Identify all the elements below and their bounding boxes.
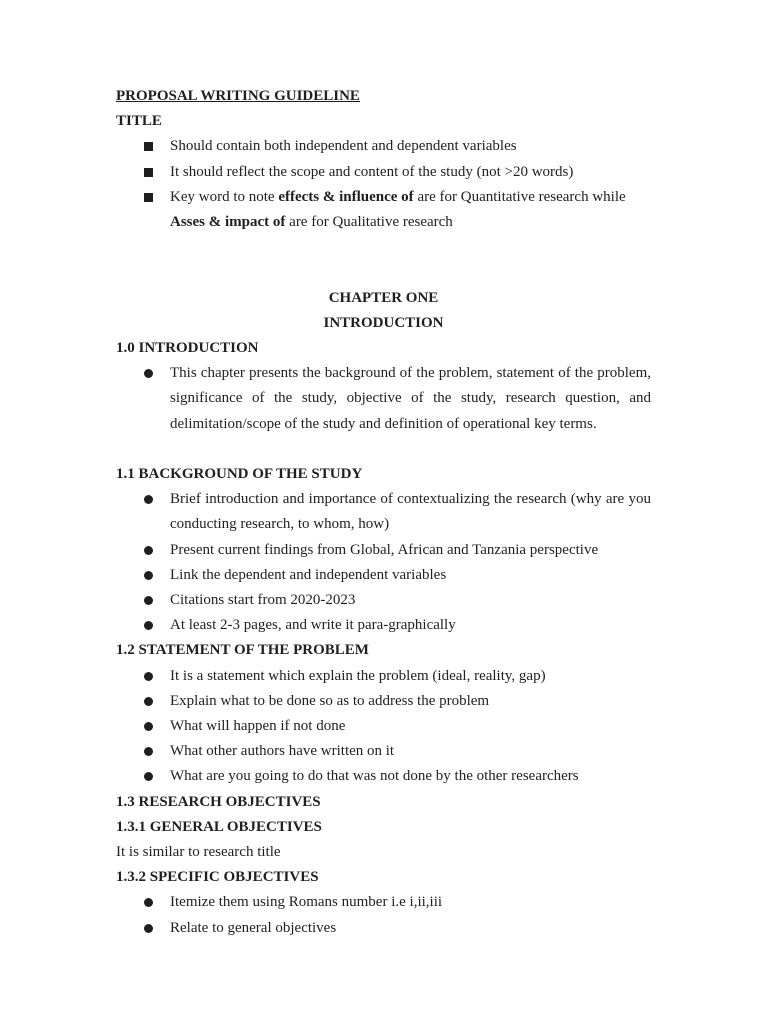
dot-bullet-icon bbox=[144, 613, 158, 638]
list-item-text: What other authors have written on it bbox=[170, 743, 395, 760]
dot-bullet-icon bbox=[144, 890, 158, 915]
specific-objectives-heading: 1.3.2 SPECIFIC OBJECTIVES bbox=[116, 869, 319, 886]
specific-objectives-list bbox=[116, 890, 651, 940]
title-section-heading: TITLE bbox=[116, 113, 162, 130]
list-item bbox=[116, 160, 651, 185]
list-item-text: Should contain both independent and dependent variables bbox=[170, 138, 517, 155]
list-item-text: This chapter presents the background of the problem, statement of the problem, significance of the study, objective of the study, research question, and delimitation/scope of the study and definition of operational key terms. bbox=[170, 365, 651, 432]
list-item-text: Link the dependent and independent variables bbox=[170, 566, 447, 583]
background-bullet-list bbox=[116, 487, 651, 638]
list-item bbox=[116, 764, 651, 789]
dot-bullet-icon bbox=[144, 588, 158, 613]
list-item bbox=[116, 134, 651, 159]
dot-bullet-icon bbox=[144, 689, 158, 714]
chapter-name: INTRODUCTION bbox=[323, 314, 444, 331]
dot-bullet-icon bbox=[144, 916, 158, 941]
keyword-prefix: Key word to note bbox=[170, 188, 279, 205]
spacer bbox=[116, 260, 651, 285]
general-objectives-text: It is similar to research title bbox=[116, 844, 281, 861]
problem-bullet-list bbox=[116, 664, 651, 790]
dot-bullet-icon bbox=[144, 361, 158, 386]
list-item bbox=[116, 588, 651, 613]
general-objectives-heading: 1.3.1 GENERAL OBJECTIVES bbox=[116, 818, 322, 835]
keyword-qualitative: Asses & impact of bbox=[170, 214, 286, 231]
objectives-heading: 1.3 RESEARCH OBJECTIVES bbox=[116, 793, 321, 810]
list-item-text: Itemize them using Romans number i.e i,ii,iii bbox=[170, 894, 443, 911]
square-bullet-icon bbox=[144, 160, 158, 185]
list-item bbox=[116, 714, 651, 739]
list-item bbox=[116, 890, 651, 915]
list-item-text: Explain what to be done so as to address the problem bbox=[170, 692, 490, 709]
list-item bbox=[116, 361, 651, 437]
list-item bbox=[116, 613, 651, 638]
spacer bbox=[116, 437, 651, 462]
problem-heading: 1.2 STATEMENT OF THE PROBLEM bbox=[116, 642, 369, 659]
dot-bullet-icon bbox=[144, 664, 158, 689]
dot-bullet-icon bbox=[144, 739, 158, 764]
list-item bbox=[116, 563, 651, 588]
list-item bbox=[116, 664, 651, 689]
dot-bullet-icon bbox=[144, 487, 158, 512]
list-item bbox=[116, 185, 651, 235]
intro-bullet-list bbox=[116, 361, 651, 437]
list-item bbox=[116, 538, 651, 563]
dot-bullet-icon bbox=[144, 538, 158, 563]
list-item-text: Brief introduction and importance of contextualizing the research (why are you conducting research, to whom, how) bbox=[170, 491, 651, 533]
list-item bbox=[116, 739, 651, 764]
dot-bullet-icon bbox=[144, 714, 158, 739]
list-item bbox=[116, 916, 651, 941]
background-heading: 1.1 BACKGROUND OF THE STUDY bbox=[116, 466, 363, 482]
list-item-text: Relate to general objectives bbox=[170, 919, 337, 936]
list-item-text: Present current findings from Global, African and Tanzania perspective bbox=[170, 541, 599, 558]
list-item bbox=[116, 487, 651, 537]
list-item-text: It should reflect the scope and content of the study (not >20 words) bbox=[170, 163, 574, 180]
list-item-text: It is a statement which explain the problem (ideal, reality, gap) bbox=[170, 667, 546, 684]
intro-heading: 1.0 INTRODUCTION bbox=[116, 340, 259, 356]
document-heading: PROPOSAL WRITING GUIDELINE bbox=[116, 88, 360, 104]
chapter-label: CHAPTER ONE bbox=[328, 289, 439, 306]
list-item-text: What will happen if not done bbox=[170, 718, 346, 735]
list-item-text: Citations start from 2020-2023 bbox=[170, 592, 356, 609]
list-item-text: What are you going to do that was not done by the other researchers bbox=[170, 768, 579, 785]
keyword-mid: are for Quantitative research while bbox=[413, 188, 626, 205]
list-item bbox=[116, 689, 651, 714]
dot-bullet-icon bbox=[144, 563, 158, 588]
keyword-quantitative: effects & influence of bbox=[278, 188, 414, 205]
title-bullet-list bbox=[116, 134, 651, 235]
dot-bullet-icon bbox=[144, 764, 158, 789]
square-bullet-icon bbox=[144, 134, 158, 159]
keyword-suffix: are for Qualitative research bbox=[285, 214, 453, 231]
spacer bbox=[116, 235, 651, 260]
square-bullet-icon bbox=[144, 185, 158, 210]
list-item-text: At least 2-3 pages, and write it para-graphically bbox=[170, 617, 456, 634]
document-body bbox=[116, 84, 651, 941]
